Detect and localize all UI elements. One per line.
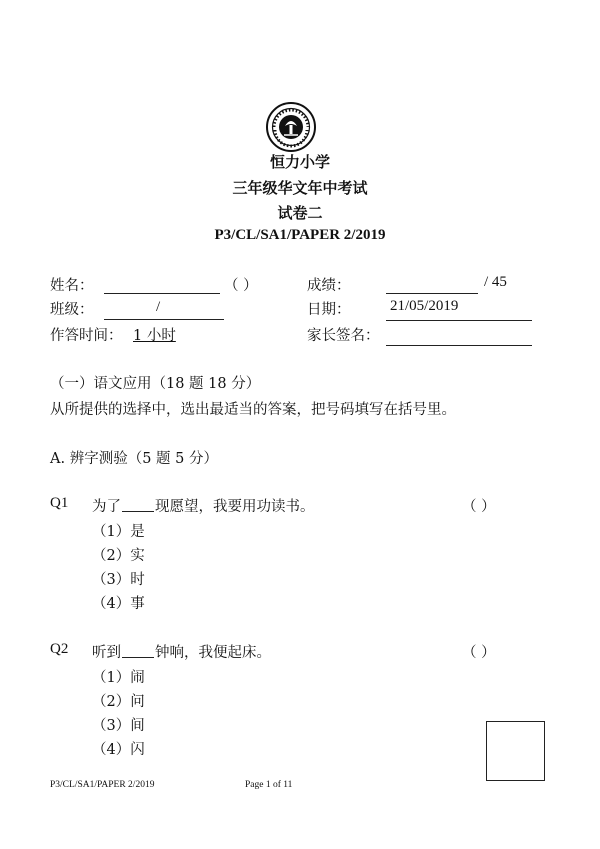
question-stem-end: 现愿望，我要用功读书。: [155, 499, 315, 515]
exam-title: 三年级华文年中考试: [232, 179, 368, 197]
score-total: / 45: [484, 274, 507, 290]
school-seal-logo: [266, 102, 316, 152]
section-instruction: 从所提供的选择中，选出最适当的答案，把号码填写在括号里。: [50, 402, 456, 418]
date-underline: [386, 320, 532, 321]
paper-title: 试卷二: [277, 204, 323, 222]
option-4: （4）闪: [92, 742, 145, 758]
class-field[interactable]: [104, 319, 224, 320]
school-name: 恒力小学: [269, 153, 330, 171]
answer-parens[interactable]: （ ）: [462, 645, 496, 661]
option-4: （4）事: [92, 596, 145, 612]
option-1: （1）闹: [92, 670, 145, 686]
date-value: 21/05/2019: [390, 298, 459, 314]
footer-paper-code: P3/CL/SA1/PAPER 2/2019: [50, 780, 155, 790]
answer-parens[interactable]: （ ）: [462, 499, 496, 515]
duration-value: 1 小时: [133, 328, 176, 344]
option-2: （2）实: [92, 548, 145, 564]
duration-label: 作答时间：: [50, 328, 123, 344]
question-blank: [122, 511, 154, 512]
class-label: 班级：: [50, 302, 94, 318]
section-title: （一）语文应用（18 题 18 分）: [50, 376, 261, 392]
question-stem-start: 听到: [92, 645, 121, 661]
question-stem-end: 钟响，我便起床。: [155, 645, 271, 661]
marks-box[interactable]: [486, 721, 545, 781]
part-a-title: A. 辨字测验（5 题 5 分）: [50, 451, 218, 467]
parent-signature-label: 家长签名：: [307, 328, 380, 344]
score-label: 成绩：: [307, 278, 351, 294]
date-label: 日期：: [307, 302, 351, 318]
score-field[interactable]: [386, 293, 478, 294]
question-number: Q1: [50, 495, 69, 511]
question-blank: [122, 657, 154, 658]
question-number: Q2: [50, 641, 69, 657]
question-stem-start: 为了: [92, 499, 121, 515]
parent-signature-field[interactable]: [386, 345, 532, 346]
option-3: （3）时: [92, 572, 145, 588]
footer-page-number: Page 1 of 11: [245, 780, 293, 790]
paper-code: P3/CL/SA1/PAPER 2/2019: [214, 227, 386, 243]
option-1: （1）是: [92, 524, 145, 540]
option-3: （3）间: [92, 718, 145, 734]
name-field[interactable]: [104, 293, 220, 294]
class-separator: /: [156, 299, 161, 315]
name-label: 姓名：: [50, 278, 94, 294]
option-2: （2）问: [92, 694, 145, 710]
index-parens: （ ）: [224, 278, 258, 294]
